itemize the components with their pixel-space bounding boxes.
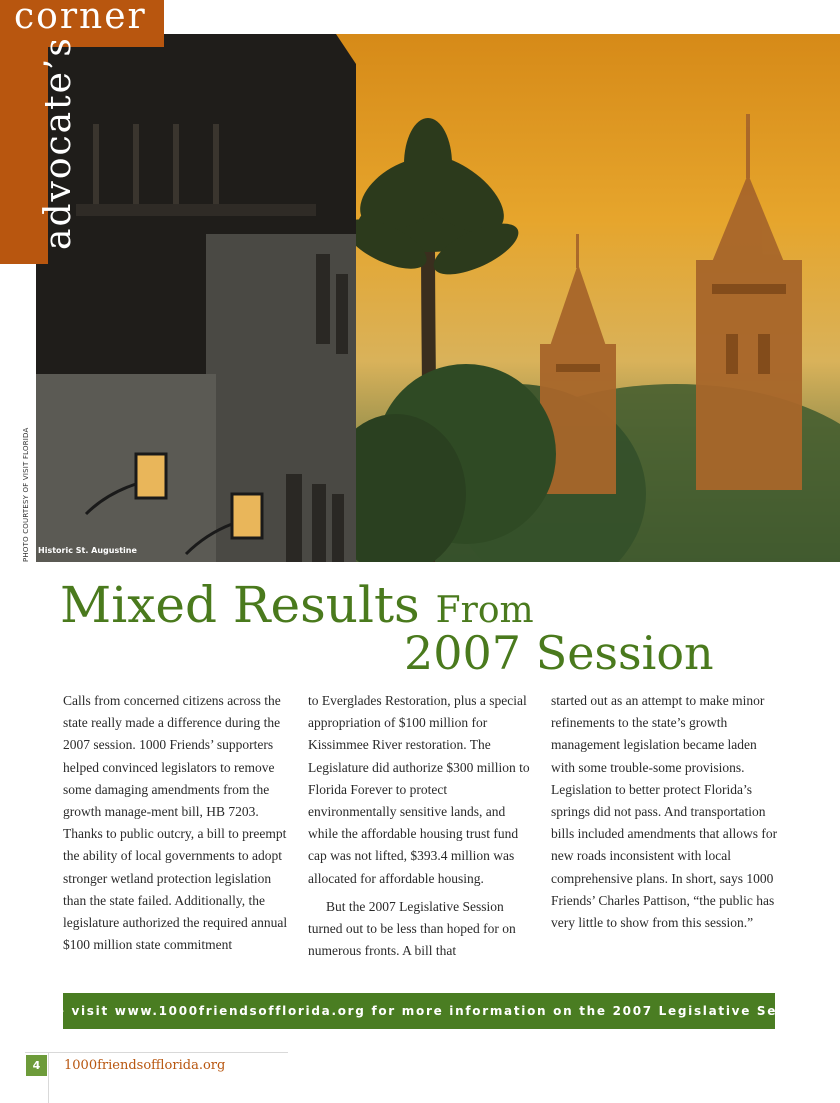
article-column-1 — [63, 690, 295, 956]
article-paragraph: to Everglades Restoration, plus a special appropriation of $100 million for Kissimmee River restoration. The Legislature did authorize $300 million to Florida Forever to protect environmentally sensitive lands, and while the affordable housing trust fund cap was not lifted, $393.4 million was allocated for affordable housing. — [308, 693, 530, 886]
article-paragraph: But the 2007 Legislative Session turned out to be less than hoped for on numerous fronts. A bill that — [308, 898, 516, 959]
website-banner[interactable] — [10, 993, 828, 1029]
photo-credit: PHOTO COURTESY OF VISIT FLORIDA — [22, 427, 30, 562]
page-number: 4 — [26, 1055, 47, 1076]
article-column-3 — [551, 690, 783, 934]
article-column-2 — [308, 690, 534, 962]
footer-url[interactable]: 1000friendsofflorida.org — [64, 1058, 226, 1073]
headline-from: From — [435, 590, 534, 631]
headline-sub: 2007 Session — [404, 626, 714, 680]
footer-vertical-rule — [48, 1052, 49, 1103]
hero-photo — [36, 34, 840, 562]
article-paragraph: started out as an attempt to make minor refinements to the state’s growth management legislation became laden with some trouble-some provisions. Legislation to better protect Florida’s springs did not pass. And transportation bills included amendments that allows for new roads inconsistent with local comprehensive plans. In short, says 1000 Friends’ Charles Pattison, “the public has very little to show from this session.” — [551, 693, 778, 931]
banner-text: Please visit www.1000friendsofflorida.org for more information on the 2007 Legislative Session. — [10, 1004, 828, 1018]
article-paragraph: Calls from concerned citizens across the state really made a difference during the 2007 session. 1000 Friends’ supporters helped convinced legislators to remove some damaging amendments from the growth manage-ment bill, HB 7203. Thanks to public outcry, a bill to preempt the ability of local governments to adopt stronger wetland protection legislation than the state failed. Additionally, the legislature authorized the required annual $100 million state commitment — [63, 693, 288, 953]
st-augustine-illustration — [36, 34, 840, 562]
section-tab-advocates: advocate’s — [38, 36, 79, 250]
footer-rule — [25, 1052, 288, 1053]
headline-main: Mixed Results — [60, 576, 420, 634]
section-tab-corner: corner — [14, 0, 147, 37]
hero-caption: Historic St. Augustine — [38, 546, 137, 555]
